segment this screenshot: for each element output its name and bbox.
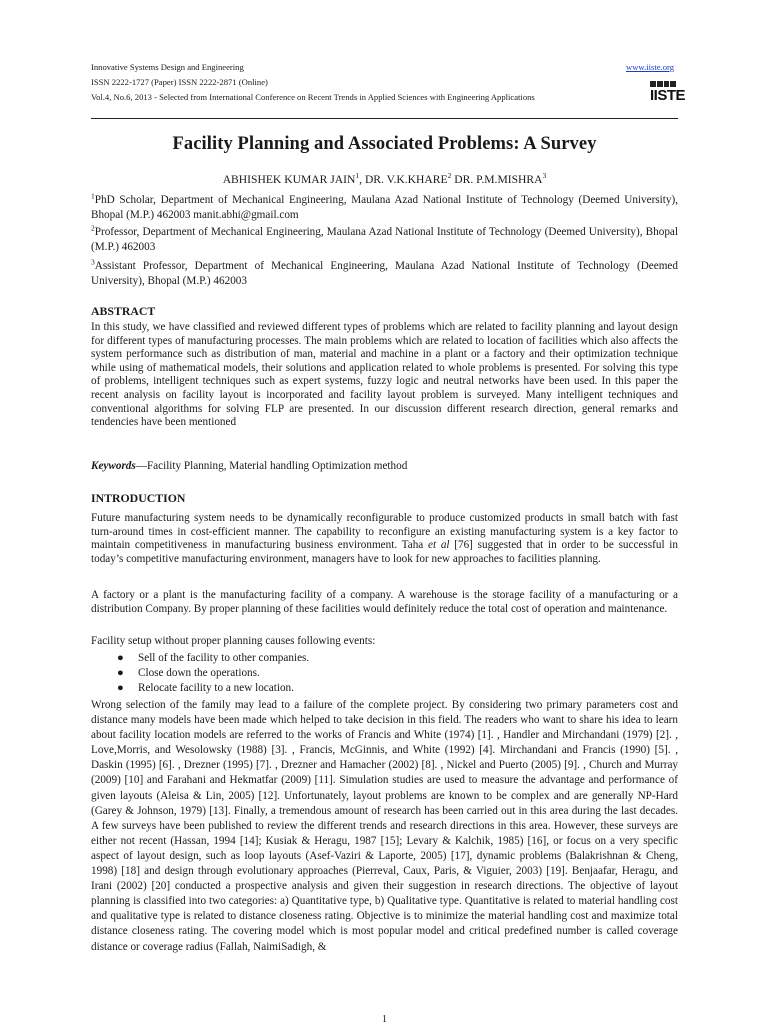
affiliation-2-sup: 2 (91, 223, 95, 233)
keywords-text: —Facility Planning, Material handling Optimization method (135, 460, 408, 472)
bullet-dot: ● (117, 652, 124, 664)
bullet-text-2: Close down the operations. (138, 667, 260, 679)
volume-line: Vol.4, No.6, 2013 - Selected from International Conference on Recent Trends in Applied Sciences with Engineering Applications (91, 92, 535, 102)
abstract-heading: ABSTRACT (91, 304, 156, 318)
abstract-text: In this study, we have classified and reviewed different types of problems which are related to facility planning and layout design for different types of manufacturing processes. The main problems which are related to location of facilities which also affects the system performance such as distribution of man, material and machine in a plant or a factory and their optimization technique while using of mathematical models, their solutions and application related to whole problems is presented. For solving this type of problems, intelligent techniques such as expert systems, fuzzy logic and neutral networks have been used. In this paper the recent analysis on facility layout is incorporated and facility layout problem is surveyed. Many intelligent techniques and conventional algorithms for solving FLP are presented. In our discussion different research direction, general remarks and tendencies have been mentioned (91, 321, 678, 429)
author-1: ABHISHEK KUMAR JAIN (222, 173, 356, 186)
issn-line: ISSN 2222-1727 (Paper) ISSN 2222-2871 (Online) (91, 77, 268, 87)
author-2: , DR. V.K.KHARE (359, 173, 448, 186)
intro-p1-part-a: Future manufacturing system needs to be dynamically reconfigurable to produce customized products in small batch with fast turn-around times in cost-efficient manner. The capability to reconfigure an existing manufacturing system is a key factor to maintain competitiveness in manufacturing business environment. Taha (91, 512, 678, 552)
author-1-sup: 1 (355, 171, 360, 181)
bullet-text-1: Sell of the facility to other companies. (138, 652, 310, 664)
affiliation-1-text: PhD Scholar, Department of Mechanical Engineering, Maulana Azad National Institute of Technology (Deemed University), Bhopal (M.P.) 462003 manit.abhi@gmail.com (91, 194, 678, 221)
author-2-sup: 2 (447, 171, 452, 181)
affiliation-1-sup: 1 (91, 191, 95, 201)
journal-url-link[interactable]: www.iiste.org (626, 62, 674, 72)
logo-text: IISTE (650, 87, 686, 104)
author-3-sup: 3 (542, 171, 547, 181)
header-rule (91, 118, 678, 119)
introduction-heading: INTRODUCTION (91, 491, 186, 505)
affiliation-3-text: Assistant Professor, Department of Mechanical Engineering, Maulana Azad National Institute of Technology (Deemed University), Bhopal (M.P.) 462003 (91, 260, 678, 287)
paper-page (91, 60, 686, 1025)
journal-name: Innovative Systems Design and Engineering (91, 62, 244, 72)
intro-paragraph-3: Facility setup without proper planning causes following events: (91, 635, 376, 647)
intro-paragraph-4: Wrong selection of the family may lead to a failure of the complete project. By considering two primary parameters cost and distance many models have been made which helped to take decision in this field. The readers who want to share his idea to learn about facility location models are referred to the works of Francis and White (1974) [1]. , Handler and Mirchandani (1979) [2]. , Love,Morris, and Wesolowsky (1988) [3]. , Francis, McGinnis, and White (1992) [4]. Mirchandani and Francis (1990) [5]. , Daskin (1995) [6]. , Drezner (1995) [7]. , Drezner and Hamacher (2002) [8]. , Nickel and Puerto (2005) [9]. , Church and Murray (2009) [10] and Farahani and Hekmatfar (2009) [11]. Simulation studies are used to measure the advantage and performance of given layouts (Aleisa & Lin, 2005) [12]. Unfortunately, layout problems are known to be complex and are generally NP-Hard (Garey & Johnson, 1979) [13]. Finally, a tremendous amount of research has been carried out in this area during the last decades. A few surveys have been published to review the different trends and research directions in this area. However, these surveys are either not recent (Hassan, 1994 [14]; Kusiak & Heragu, 1987 [15]; Levary & Kalchik, 1985) [16], or focus on a very specific aspect of layout design, such as loop layouts (Asef-Vaziri & Laporte, 2005) [17], dynamic problems (Balakrishnan & Cheng, 1998) [18] and design through evolutionary approaches (Pierreval, Caux, Paris, & Viguier, 2003) [19]. Benjaafar, Heragu, and Irani (2002) [20] conducted a prospective analysis and given their suggestion in research directions. The objective of layout planning is classified into two categories: a) Quantitative type, b) Qualitative type. Quantitative is related to material handling cost and qualitative type is related to distance closeness rating. Objective is to minimize the material handling cost and maximize total distance closeness rating. The covering model which is most popular model and critical predefined number is called coverage distance or coverage radius (Fallah, NaimiSadigh, & (91, 699, 678, 953)
iiste-logo (650, 81, 686, 107)
intro-paragraph-2: A factory or a plant is the manufacturing facility of a company. A warehouse is the storage facility of a manufacturing or a distribution Company. By proper planning of these facilities would definitely reduce the total cost of operation and maintenance. (91, 589, 678, 615)
keywords-line (91, 460, 407, 472)
paper-title: Facility Planning and Associated Problems: A Survey (172, 134, 597, 154)
intro-p1-etal: et al (428, 539, 450, 552)
affiliation-3 (91, 259, 678, 288)
page-number: 1 (382, 1014, 387, 1025)
author-line (91, 173, 678, 186)
bullet-item-2 (117, 666, 260, 681)
affiliation-2 (91, 225, 678, 254)
bullet-dot: ● (117, 667, 124, 679)
affiliation-3-sup: 3 (91, 257, 95, 267)
bullet-dot: ● (117, 682, 124, 694)
keywords-label: Keywords (91, 460, 136, 472)
author-3: DR. P.M.MISHRA (451, 173, 543, 186)
affiliation-2-text: Professor, Department of Mechanical Engineering, Maulana Azad National Institute of Technology (Deemed University), Bhopal (M.P.) 462003 (91, 226, 678, 253)
intro-p1-part-b: [76] suggested that in order to be successful in today’s competitive manufacturing environment, managers have to look for new approaches to facilities planning. (91, 539, 678, 565)
running-header (91, 60, 686, 105)
bullet-item-1 (117, 651, 309, 666)
intro-paragraph-1 (91, 512, 678, 566)
bullet-item-3 (117, 681, 294, 696)
bullet-text-3: Relocate facility to a new location. (138, 682, 294, 694)
affiliation-1 (91, 193, 678, 222)
